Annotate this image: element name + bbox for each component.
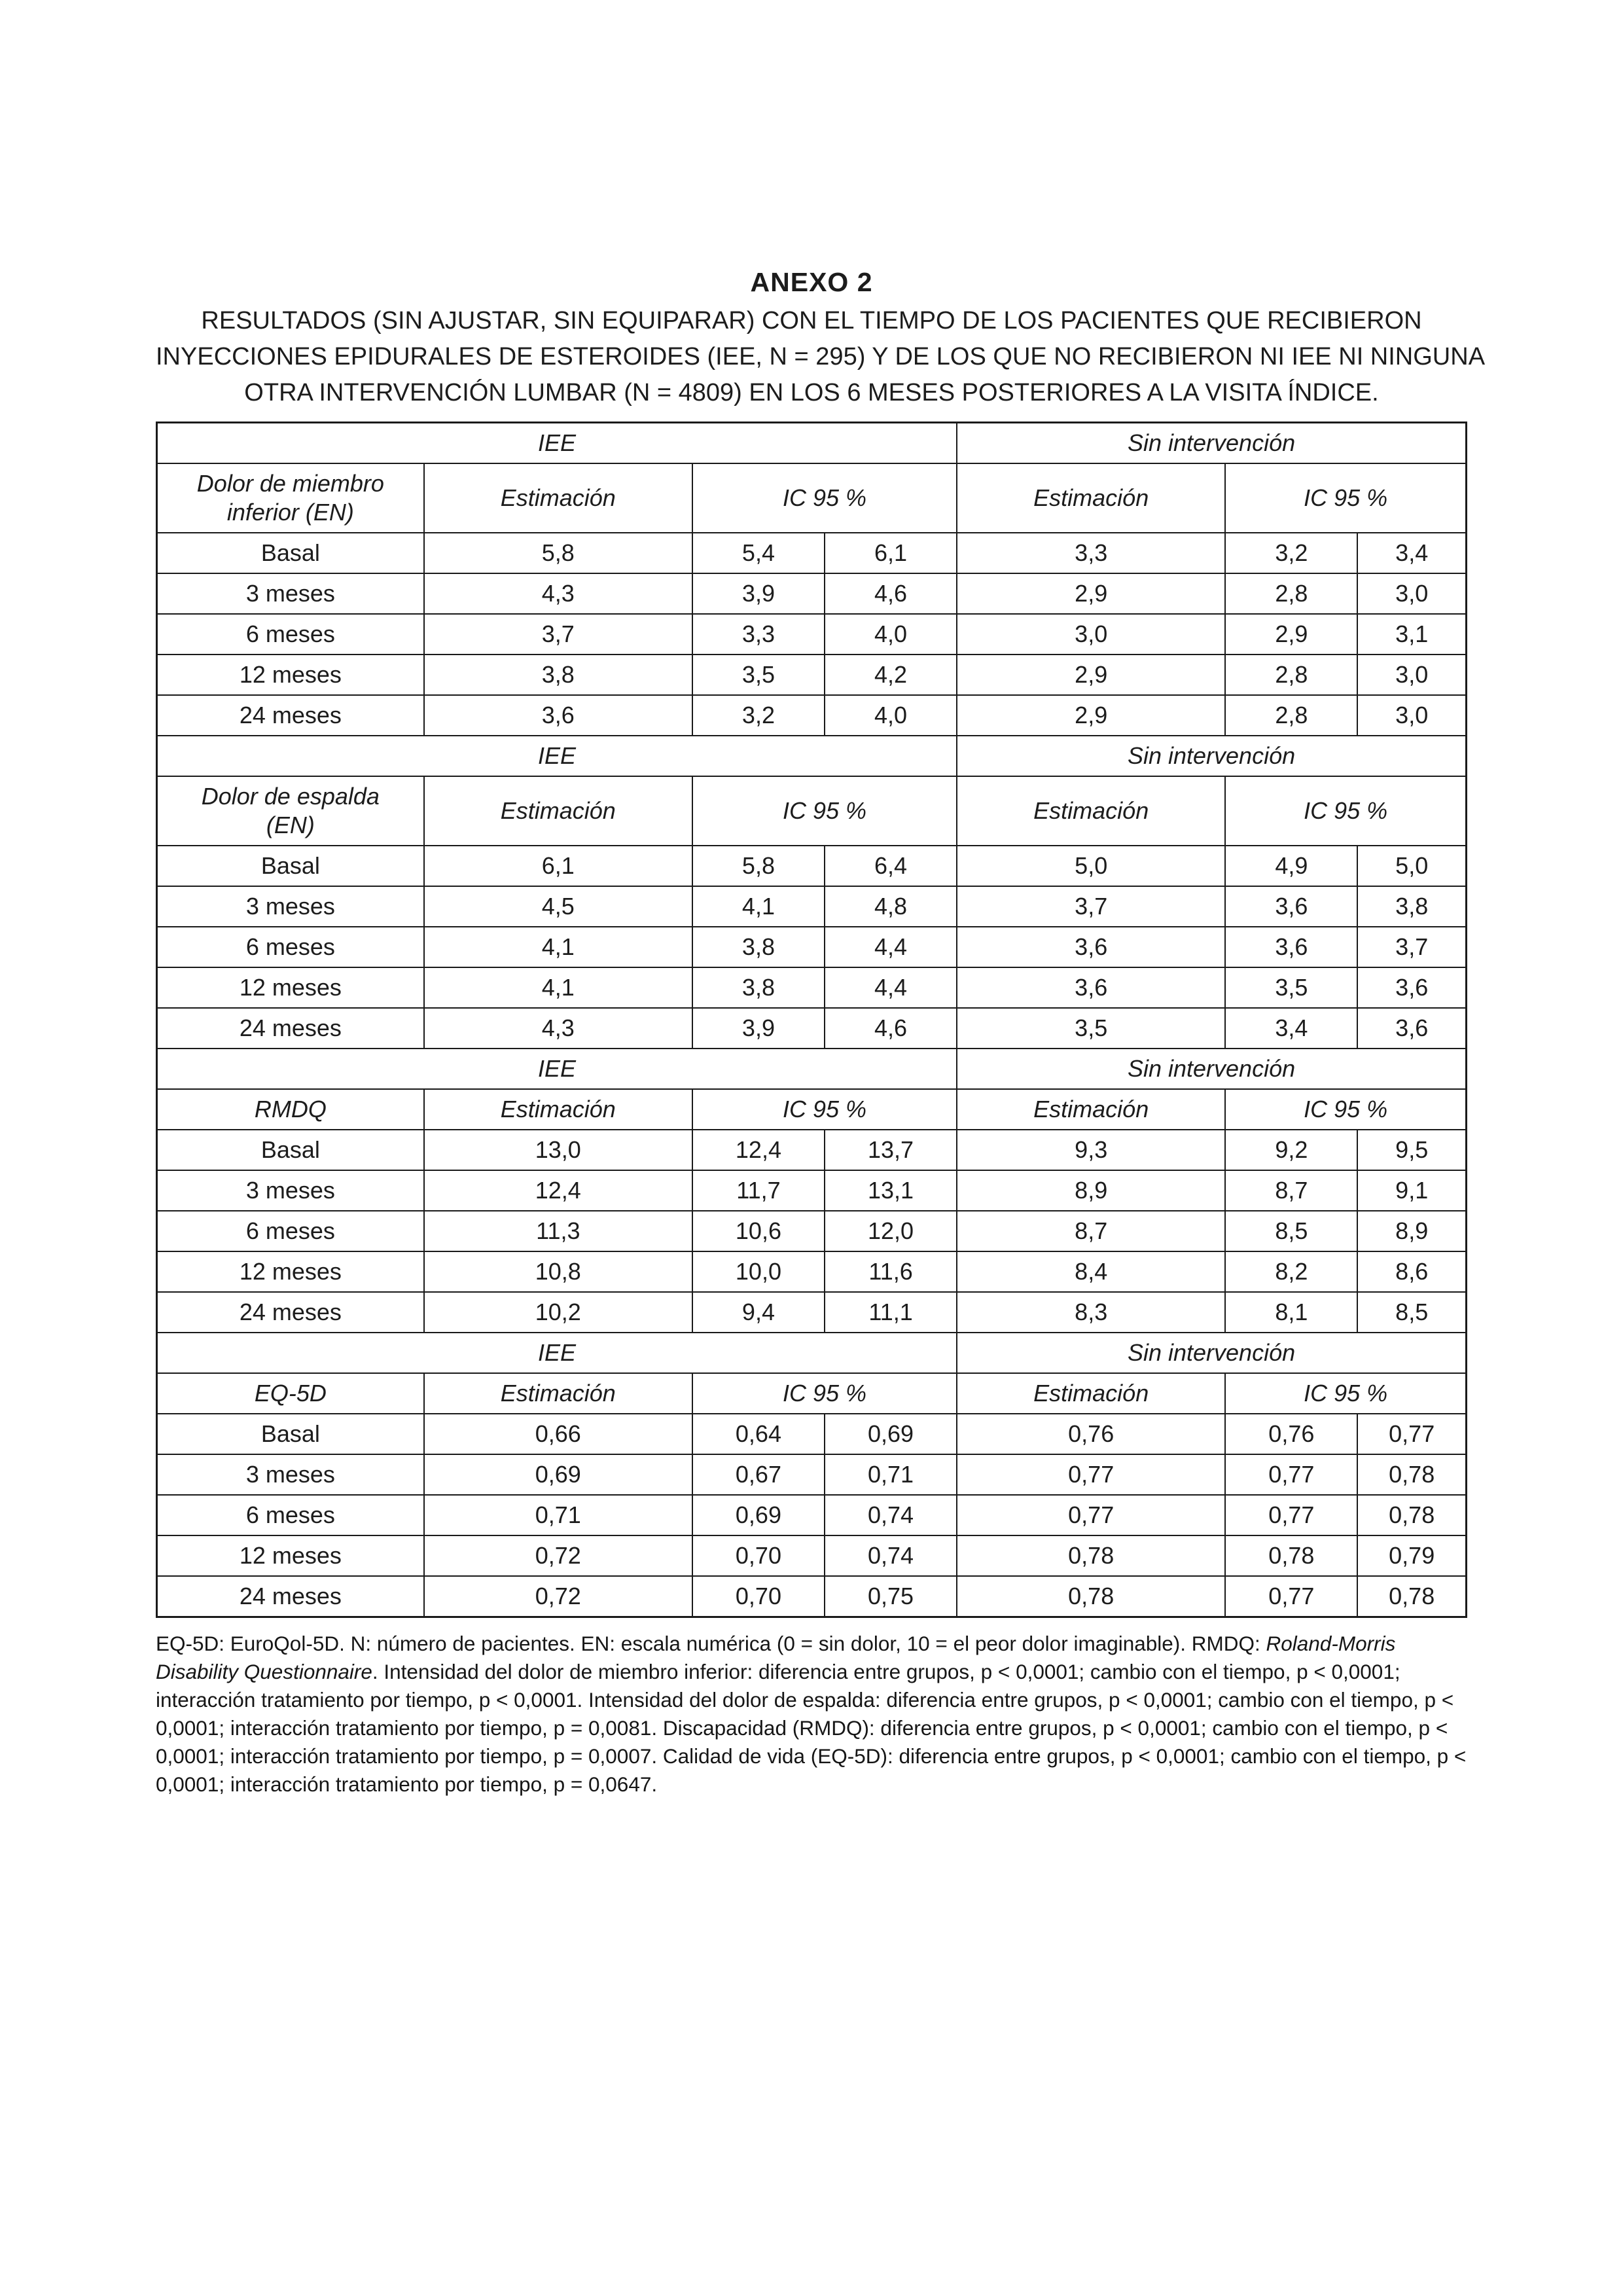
cell-noint-ci-high: 3,0 xyxy=(1357,655,1466,695)
table-row xyxy=(157,1251,1467,1292)
table-row xyxy=(157,614,1467,655)
group-header-row xyxy=(157,736,1467,776)
table-row xyxy=(157,1414,1467,1454)
group-header-iee: IEE xyxy=(157,423,957,464)
row-label: 3 meses xyxy=(157,1454,424,1495)
table-row xyxy=(157,1008,1467,1049)
cell-iee-ci-low: 0,70 xyxy=(692,1576,825,1617)
group-header-iee: IEE xyxy=(157,1333,957,1373)
cell-iee-estimate: 12,4 xyxy=(424,1170,692,1211)
cell-iee-ci-low: 3,9 xyxy=(692,1008,825,1049)
page-content xyxy=(156,267,1486,1799)
cell-iee-estimate: 6,1 xyxy=(424,846,692,886)
cell-noint-estimate: 8,3 xyxy=(957,1292,1225,1333)
cell-iee-ci-high: 4,4 xyxy=(825,967,957,1008)
table-row xyxy=(157,1535,1467,1576)
cell-noint-ci-high: 3,4 xyxy=(1357,533,1466,573)
footnote-text-2: . Intensidad del dolor de miembro inferior: diferencia entre grupos, p < 0,0001; cambio con el tiempo, p < 0,0001; interacción tratamiento por tiempo, p < 0,0001. Intensidad del dolor de espalda: diferencia entre grupos, p < 0,0001; cambio con el tiempo, p < 0,0001; interacción tratamiento por tiempo, p = 0,0081. Discapacidad (RMDQ): diferencia entre grupos, p < 0,0001; cambio con el tiempo, p < 0,0001; interacción tratamiento por tiempo, p = 0,0007. Calidad de vida (EQ-5D): diferencia entre grupos, p < 0,0001; cambio con el tiempo, p < 0,0001; interacción tratamiento por tiempo, p = 0,0647. xyxy=(156,1659,1467,1796)
ci-header: IC 95 % xyxy=(1225,776,1466,846)
cell-noint-ci-high: 0,79 xyxy=(1357,1535,1466,1576)
cell-iee-estimate: 3,6 xyxy=(424,695,692,736)
cell-iee-estimate: 10,2 xyxy=(424,1292,692,1333)
estimate-header: Estimación xyxy=(957,1089,1225,1130)
row-label: 3 meses xyxy=(157,1170,424,1211)
group-header-sin-intervencion: Sin intervención xyxy=(957,423,1466,464)
cell-noint-ci-high: 8,9 xyxy=(1357,1211,1466,1251)
table-row xyxy=(157,1170,1467,1211)
cell-iee-ci-high: 11,1 xyxy=(825,1292,957,1333)
cell-iee-estimate: 4,1 xyxy=(424,927,692,967)
cell-iee-ci-low: 0,67 xyxy=(692,1454,825,1495)
cell-iee-estimate: 0,71 xyxy=(424,1495,692,1535)
cell-noint-ci-low: 0,77 xyxy=(1225,1495,1357,1535)
cell-noint-estimate: 3,0 xyxy=(957,614,1225,655)
row-label: 6 meses xyxy=(157,1211,424,1251)
cell-noint-ci-low: 3,6 xyxy=(1225,886,1357,927)
cell-iee-ci-high: 6,4 xyxy=(825,846,957,886)
cell-noint-estimate: 5,0 xyxy=(957,846,1225,886)
cell-noint-ci-high: 8,5 xyxy=(1357,1292,1466,1333)
footnote-italic: Roland-Morris Disability Questionnaire xyxy=(156,1631,1396,1683)
estimate-header: Estimación xyxy=(957,776,1225,846)
cell-noint-ci-high: 5,0 xyxy=(1357,846,1466,886)
cell-noint-estimate: 9,3 xyxy=(957,1130,1225,1170)
cell-noint-ci-low: 2,9 xyxy=(1225,614,1357,655)
cell-iee-ci-high: 4,4 xyxy=(825,927,957,967)
cell-noint-ci-high: 9,5 xyxy=(1357,1130,1466,1170)
cell-iee-ci-high: 0,75 xyxy=(825,1576,957,1617)
cell-noint-estimate: 2,9 xyxy=(957,655,1225,695)
row-label: 12 meses xyxy=(157,1535,424,1576)
cell-noint-estimate: 3,7 xyxy=(957,886,1225,927)
table-row xyxy=(157,533,1467,573)
subtitle-line: INYECCIONES EPIDURALES DE ESTEROIDES (IEE, N = 295) Y DE LOS QUE NO RECIBIERON NI IEE NI NINGUNA xyxy=(156,343,1486,370)
cell-iee-ci-low: 10,0 xyxy=(692,1251,825,1292)
measure-label: EQ-5D xyxy=(157,1373,424,1414)
cell-iee-estimate: 10,8 xyxy=(424,1251,692,1292)
table-row xyxy=(157,1454,1467,1495)
cell-noint-ci-low: 4,9 xyxy=(1225,846,1357,886)
ci-header: IC 95 % xyxy=(692,463,957,533)
cell-iee-ci-low: 9,4 xyxy=(692,1292,825,1333)
cell-noint-ci-low: 0,77 xyxy=(1225,1576,1357,1617)
cell-noint-ci-high: 9,1 xyxy=(1357,1170,1466,1211)
ci-header: IC 95 % xyxy=(692,776,957,846)
cell-noint-ci-high: 0,78 xyxy=(1357,1576,1466,1617)
cell-iee-estimate: 0,72 xyxy=(424,1535,692,1576)
cell-iee-estimate: 0,66 xyxy=(424,1414,692,1454)
results-table xyxy=(156,422,1467,1618)
cell-iee-estimate: 0,69 xyxy=(424,1454,692,1495)
row-label: 6 meses xyxy=(157,1495,424,1535)
cell-noint-ci-low: 2,8 xyxy=(1225,573,1357,614)
cell-iee-ci-high: 11,6 xyxy=(825,1251,957,1292)
cell-iee-ci-high: 0,69 xyxy=(825,1414,957,1454)
cell-iee-ci-high: 4,6 xyxy=(825,1008,957,1049)
table-row xyxy=(157,1292,1467,1333)
table-row xyxy=(157,1130,1467,1170)
estimate-header: Estimación xyxy=(424,463,692,533)
cell-iee-estimate: 13,0 xyxy=(424,1130,692,1170)
cell-iee-estimate: 3,7 xyxy=(424,614,692,655)
cell-iee-ci-high: 0,74 xyxy=(825,1535,957,1576)
cell-iee-estimate: 4,1 xyxy=(424,967,692,1008)
cell-iee-ci-low: 3,2 xyxy=(692,695,825,736)
row-label: Basal xyxy=(157,533,424,573)
cell-iee-ci-low: 3,8 xyxy=(692,927,825,967)
row-label: 24 meses xyxy=(157,1292,424,1333)
cell-iee-ci-low: 0,69 xyxy=(692,1495,825,1535)
cell-noint-ci-low: 0,78 xyxy=(1225,1535,1357,1576)
cell-noint-ci-low: 8,1 xyxy=(1225,1292,1357,1333)
cell-noint-ci-low: 3,2 xyxy=(1225,533,1357,573)
cell-noint-ci-high: 0,78 xyxy=(1357,1495,1466,1535)
row-label: Basal xyxy=(157,1414,424,1454)
group-header-sin-intervencion: Sin intervención xyxy=(957,1333,1466,1373)
cell-noint-estimate: 2,9 xyxy=(957,695,1225,736)
row-label: 12 meses xyxy=(157,967,424,1008)
ci-header: IC 95 % xyxy=(1225,1089,1466,1130)
table-row xyxy=(157,927,1467,967)
cell-iee-estimate: 4,3 xyxy=(424,1008,692,1049)
cell-noint-estimate: 3,5 xyxy=(957,1008,1225,1049)
row-label: Basal xyxy=(157,846,424,886)
table-row xyxy=(157,1495,1467,1535)
row-label: 24 meses xyxy=(157,1008,424,1049)
cell-iee-ci-high: 0,71 xyxy=(825,1454,957,1495)
cell-noint-ci-low: 8,2 xyxy=(1225,1251,1357,1292)
cell-iee-ci-high: 4,0 xyxy=(825,614,957,655)
cell-noint-estimate: 3,6 xyxy=(957,967,1225,1008)
measure-label: Dolor de miembro inferior (EN) xyxy=(157,463,424,533)
cell-iee-ci-low: 10,6 xyxy=(692,1211,825,1251)
table-footnote xyxy=(156,1630,1467,1799)
column-header-row xyxy=(157,463,1467,533)
cell-noint-ci-high: 3,7 xyxy=(1357,927,1466,967)
estimate-header: Estimación xyxy=(424,776,692,846)
cell-iee-ci-high: 4,6 xyxy=(825,573,957,614)
cell-noint-ci-low: 0,77 xyxy=(1225,1454,1357,1495)
cell-iee-ci-low: 12,4 xyxy=(692,1130,825,1170)
cell-iee-ci-low: 0,64 xyxy=(692,1414,825,1454)
cell-noint-estimate: 3,3 xyxy=(957,533,1225,573)
cell-iee-ci-low: 3,8 xyxy=(692,967,825,1008)
cell-iee-estimate: 11,3 xyxy=(424,1211,692,1251)
row-label: Basal xyxy=(157,1130,424,1170)
cell-iee-ci-low: 5,4 xyxy=(692,533,825,573)
cell-noint-estimate: 8,7 xyxy=(957,1211,1225,1251)
cell-noint-ci-high: 3,0 xyxy=(1357,573,1466,614)
cell-noint-ci-low: 0,76 xyxy=(1225,1414,1357,1454)
table-row xyxy=(157,655,1467,695)
cell-iee-estimate: 0,72 xyxy=(424,1576,692,1617)
cell-iee-ci-low: 3,9 xyxy=(692,573,825,614)
group-header-row xyxy=(157,1049,1467,1089)
cell-iee-ci-high: 4,2 xyxy=(825,655,957,695)
cell-iee-ci-high: 0,74 xyxy=(825,1495,957,1535)
cell-noint-ci-low: 3,6 xyxy=(1225,927,1357,967)
group-header-iee: IEE xyxy=(157,736,957,776)
group-header-sin-intervencion: Sin intervención xyxy=(957,736,1466,776)
cell-noint-estimate: 0,76 xyxy=(957,1414,1225,1454)
column-header-row xyxy=(157,1089,1467,1130)
footnote-text-1: EQ-5D: EuroQol-5D. N: número de pacientes. EN: escala numérica (0 = sin dolor, 10 = el peor dolor imaginable). RMDQ: xyxy=(156,1631,1266,1655)
cell-iee-estimate: 4,3 xyxy=(424,573,692,614)
measure-label: Dolor de espalda (EN) xyxy=(157,776,424,846)
row-label: 6 meses xyxy=(157,927,424,967)
cell-iee-ci-low: 5,8 xyxy=(692,846,825,886)
cell-noint-ci-low: 9,2 xyxy=(1225,1130,1357,1170)
estimate-header: Estimación xyxy=(957,463,1225,533)
table-row xyxy=(157,886,1467,927)
cell-iee-ci-high: 13,1 xyxy=(825,1170,957,1211)
cell-noint-ci-low: 2,8 xyxy=(1225,695,1357,736)
cell-noint-ci-low: 8,7 xyxy=(1225,1170,1357,1211)
table-row xyxy=(157,967,1467,1008)
cell-noint-estimate: 8,4 xyxy=(957,1251,1225,1292)
cell-iee-ci-low: 11,7 xyxy=(692,1170,825,1211)
group-header-row xyxy=(157,1333,1467,1373)
cell-noint-ci-high: 8,6 xyxy=(1357,1251,1466,1292)
cell-noint-ci-low: 3,4 xyxy=(1225,1008,1357,1049)
cell-noint-ci-high: 3,1 xyxy=(1357,614,1466,655)
cell-noint-estimate: 3,6 xyxy=(957,927,1225,967)
cell-noint-estimate: 0,77 xyxy=(957,1495,1225,1535)
cell-noint-ci-high: 3,6 xyxy=(1357,967,1466,1008)
row-label: 24 meses xyxy=(157,1576,424,1617)
cell-noint-ci-high: 3,8 xyxy=(1357,886,1466,927)
cell-iee-estimate: 3,8 xyxy=(424,655,692,695)
table-row xyxy=(157,1211,1467,1251)
estimate-header: Estimación xyxy=(424,1089,692,1130)
cell-noint-estimate: 2,9 xyxy=(957,573,1225,614)
table-row xyxy=(157,573,1467,614)
ci-header: IC 95 % xyxy=(1225,1373,1466,1414)
ci-header: IC 95 % xyxy=(692,1089,957,1130)
cell-iee-estimate: 5,8 xyxy=(424,533,692,573)
page-title: ANEXO 2 xyxy=(750,267,873,297)
cell-iee-ci-high: 4,0 xyxy=(825,695,957,736)
group-header-sin-intervencion: Sin intervención xyxy=(957,1049,1466,1089)
cell-iee-ci-low: 3,5 xyxy=(692,655,825,695)
estimate-header: Estimación xyxy=(424,1373,692,1414)
cell-iee-ci-high: 6,1 xyxy=(825,533,957,573)
column-header-row xyxy=(157,776,1467,846)
cell-iee-ci-low: 0,70 xyxy=(692,1535,825,1576)
cell-noint-estimate: 0,78 xyxy=(957,1576,1225,1617)
cell-iee-ci-high: 13,7 xyxy=(825,1130,957,1170)
row-label: 12 meses xyxy=(157,655,424,695)
cell-iee-ci-low: 4,1 xyxy=(692,886,825,927)
group-header-iee: IEE xyxy=(157,1049,957,1089)
row-label: 3 meses xyxy=(157,573,424,614)
row-label: 12 meses xyxy=(157,1251,424,1292)
cell-noint-estimate: 0,78 xyxy=(957,1535,1225,1576)
cell-noint-ci-high: 0,77 xyxy=(1357,1414,1466,1454)
table-row xyxy=(157,846,1467,886)
cell-iee-ci-high: 4,8 xyxy=(825,886,957,927)
cell-noint-ci-low: 8,5 xyxy=(1225,1211,1357,1251)
cell-iee-ci-high: 12,0 xyxy=(825,1211,957,1251)
cell-noint-estimate: 0,77 xyxy=(957,1454,1225,1495)
measure-label: RMDQ xyxy=(157,1089,424,1130)
ci-header: IC 95 % xyxy=(1225,463,1466,533)
page-subtitle xyxy=(156,303,1486,411)
cell-iee-estimate: 4,5 xyxy=(424,886,692,927)
ci-header: IC 95 % xyxy=(692,1373,957,1414)
subtitle-line: RESULTADOS (SIN AJUSTAR, SIN EQUIPARAR) CON EL TIEMPO DE LOS PACIENTES QUE RECIBIERON xyxy=(201,307,1422,334)
row-label: 3 meses xyxy=(157,886,424,927)
row-label: 24 meses xyxy=(157,695,424,736)
cell-noint-ci-low: 3,5 xyxy=(1225,967,1357,1008)
estimate-header: Estimación xyxy=(957,1373,1225,1414)
cell-iee-ci-low: 3,3 xyxy=(692,614,825,655)
cell-noint-estimate: 8,9 xyxy=(957,1170,1225,1211)
cell-noint-ci-high: 0,78 xyxy=(1357,1454,1466,1495)
cell-noint-ci-low: 2,8 xyxy=(1225,655,1357,695)
column-header-row xyxy=(157,1373,1467,1414)
subtitle-line: OTRA INTERVENCIÓN LUMBAR (N = 4809) EN LOS 6 MESES POSTERIORES A LA VISITA ÍNDICE. xyxy=(244,379,1379,406)
group-header-row xyxy=(157,423,1467,464)
cell-noint-ci-high: 3,0 xyxy=(1357,695,1466,736)
cell-noint-ci-high: 3,6 xyxy=(1357,1008,1466,1049)
table-row xyxy=(157,695,1467,736)
row-label: 6 meses xyxy=(157,614,424,655)
table-row xyxy=(157,1576,1467,1617)
